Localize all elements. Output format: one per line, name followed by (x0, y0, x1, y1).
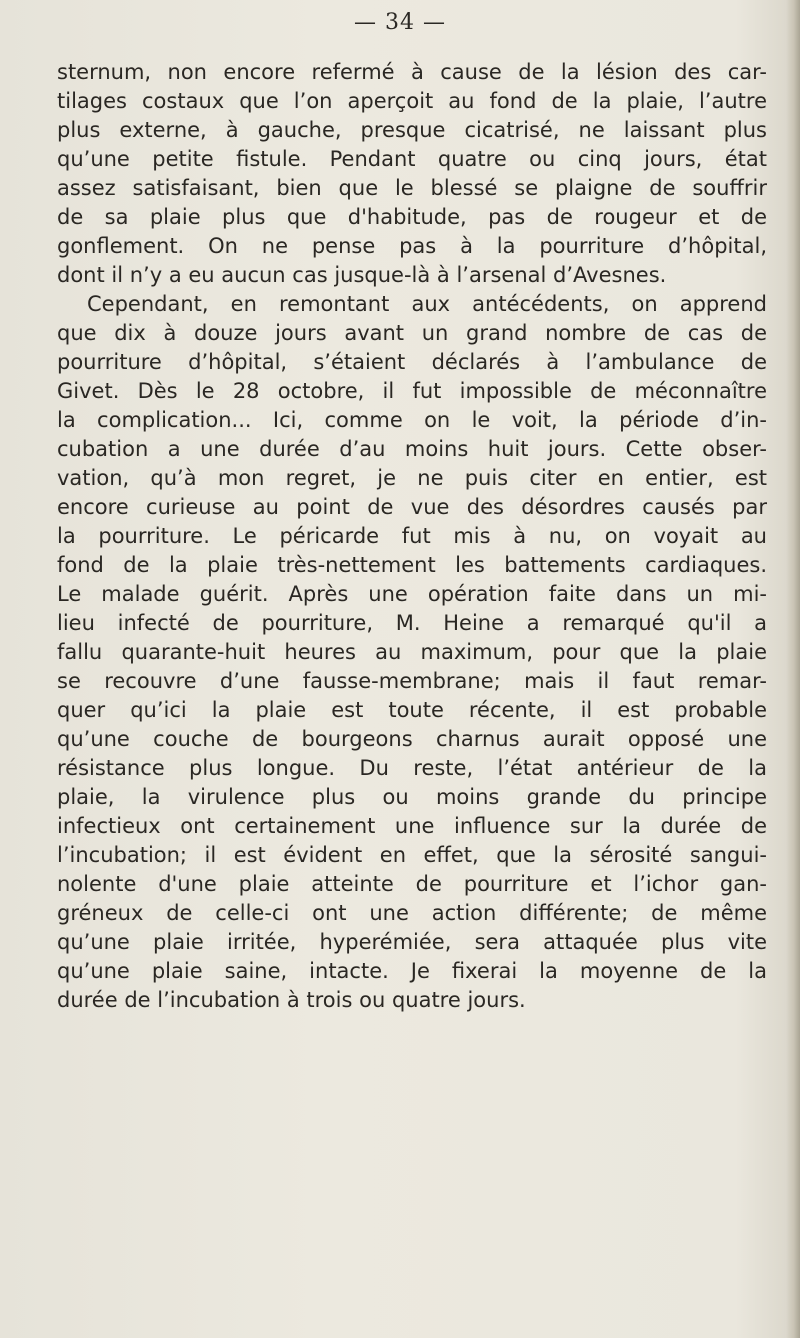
text-line: pourriture d’hôpital, s’étaient déclarés à l’ambulance de (57, 350, 767, 374)
text-line: qu’une plaie saine, intacte. Je fixerai la moyenne de la (57, 959, 767, 983)
text-line: dont il n’y a eu aucun cas jusque-là à l’arsenal d’Avesnes. (57, 263, 667, 287)
text-line: quer qu’ici la plaie est toute récente, il est probable (57, 698, 767, 722)
paragraph (57, 58, 767, 290)
text-line: nolente d'une plaie atteinte de pourriture et l’ichor gan- (57, 872, 767, 896)
text-line: vation, qu’à mon regret, je ne puis citer en entier, est (57, 466, 767, 490)
page-edge-shadow (786, 0, 800, 1338)
text-line: l’incubation; il est évident en effet, que la sérosité sangui- (57, 843, 767, 867)
text-line: qu’une couche de bourgeons charnus aurait opposé une (57, 727, 767, 751)
text-line: la pourriture. Le péricarde fut mis à nu, on voyait au (57, 524, 767, 548)
text-line: résistance plus longue. Du reste, l’état antérieur de la (57, 756, 767, 780)
text-line: infectieux ont certainement une influence sur la durée de (57, 814, 767, 838)
body-text (57, 58, 767, 1015)
text-line: qu’une plaie irritée, hyperémiée, sera attaquée plus vite (57, 930, 767, 954)
page-number: — 34 — (354, 10, 446, 35)
text-line: Givet. Dès le 28 octobre, il fut impossible de méconnaître (57, 379, 767, 403)
paragraph (57, 290, 767, 1015)
text-line: que dix à douze jours avant un grand nombre de cas de (57, 321, 767, 345)
text-line: sternum, non encore refermé à cause de la lésion des car- (57, 60, 767, 84)
text-line: tilages costaux que l’on aperçoit au fond de la plaie, l’autre (57, 89, 767, 113)
text-line: la complication... Ici, comme on le voit, la période d’in- (57, 408, 767, 432)
text-line: Cependant, en remontant aux antécédents, on apprend (87, 292, 767, 316)
text-line: encore curieuse au point de vue des désordres causés par (57, 495, 767, 519)
text-line: durée de l’incubation à trois ou quatre jours. (57, 988, 526, 1012)
text-line: cubation a une durée d’au moins huit jours. Cette obser- (57, 437, 767, 461)
text-line: se recouvre d’une fausse-membrane; mais il faut remar- (57, 669, 767, 693)
text-line: gréneux de celle-ci ont une action différente; de même (57, 901, 767, 925)
text-line: gonflement. On ne pense pas à la pourriture d’hôpital, (57, 234, 767, 258)
text-line: Le malade guérit. Après une opération faite dans un mi- (57, 582, 767, 606)
text-line: fond de la plaie très-nettement les battements cardiaques. (57, 553, 767, 577)
text-line: fallu quarante-huit heures au maximum, pour que la plaie (57, 640, 767, 664)
text-line: lieu infecté de pourriture, M. Heine a remarqué qu'il a (57, 611, 767, 635)
text-line: plus externe, à gauche, presque cicatrisé, ne laissant plus (57, 118, 767, 142)
text-line: assez satisfaisant, bien que le blessé se plaigne de souffrir (57, 176, 767, 200)
text-line: de sa plaie plus que d'habitude, pas de rougeur et de (57, 205, 767, 229)
text-line: plaie, la virulence plus ou moins grande du principe (57, 785, 767, 809)
text-line: qu’une petite fistule. Pendant quatre ou cinq jours, état (57, 147, 767, 171)
